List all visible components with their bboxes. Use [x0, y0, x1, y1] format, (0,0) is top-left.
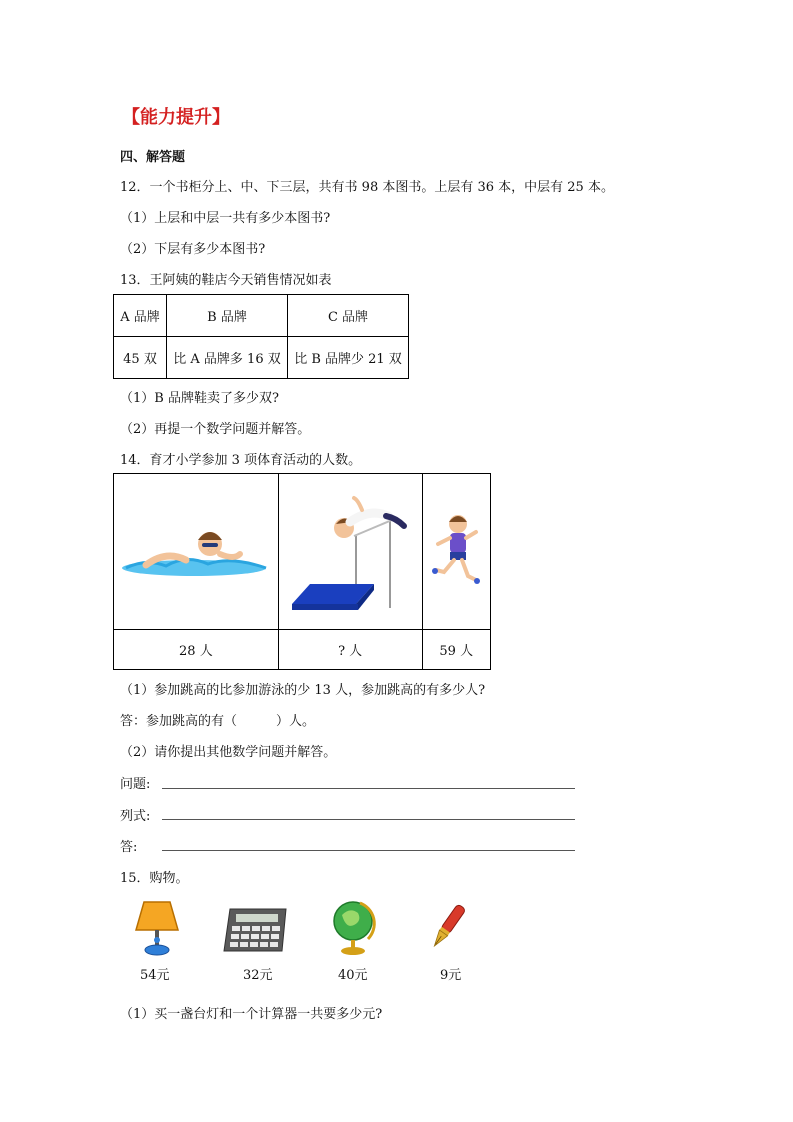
q14-sub2: （2）请你提出其他数学问题并解答。	[120, 745, 337, 760]
desk-lamp-icon	[134, 898, 180, 958]
formula-label: 列式:	[120, 809, 151, 824]
formula-answer-line[interactable]	[162, 819, 575, 820]
table-cell-b: 比 A 品牌多 16 双	[167, 337, 288, 379]
answer-label: 答:	[120, 840, 138, 855]
globe-price: 40元	[338, 968, 368, 983]
q12-sub2: （2）下层有多少本图书?	[120, 242, 266, 257]
question-label: 问题:	[120, 777, 151, 792]
swimmer-icon	[116, 510, 276, 590]
table-header-a: A 品牌	[114, 295, 167, 337]
table-header-c: C 品牌	[288, 295, 409, 337]
swimming-count: 28 人	[114, 630, 279, 670]
running-cell	[422, 474, 490, 630]
section-title: 四、解答题	[120, 150, 186, 165]
fountain-pen-icon	[425, 900, 469, 956]
q12-stem: 12．一个书柜分上、中、下三层，共有书 98 本图书。上层有 36 本，中层有 25 本。	[120, 180, 614, 195]
q13-stem: 13．王阿姨的鞋店今天销售情况如表	[120, 273, 332, 288]
running-count: 59 人	[422, 630, 490, 670]
calculator-price: 32元	[243, 968, 273, 983]
section-heading: 【能力提升】	[122, 107, 230, 128]
runner-icon	[426, 510, 486, 590]
high-jumper-icon	[280, 486, 420, 614]
q14-sports-table	[113, 473, 491, 670]
lamp-price: 54元	[140, 968, 170, 983]
q15-sub1: （1）买一盏台灯和一个计算器一共要多少元?	[120, 1007, 383, 1022]
q14-stem: 14．育才小学参加 3 项体育活动的人数。	[120, 453, 362, 468]
table-cell-a: 45 双	[114, 337, 167, 379]
question-answer-line[interactable]	[162, 788, 575, 789]
table-cell-c: 比 B 品牌少 21 双	[288, 337, 409, 379]
swimming-cell	[114, 474, 279, 630]
high-jump-cell	[278, 474, 422, 630]
table-header-b: B 品牌	[167, 295, 288, 337]
calculator-icon	[222, 905, 290, 955]
q14-sub1: （1）参加跳高的比参加游泳的少 13 人，参加跳高的有多少人?	[120, 683, 486, 698]
pen-price: 9元	[440, 968, 462, 983]
high-jump-count: ? 人	[278, 630, 422, 670]
q15-stem: 15．购物。	[120, 871, 189, 886]
globe-icon	[330, 895, 380, 959]
q13-sub1: （1）B 品牌鞋卖了多少双?	[120, 391, 279, 406]
q13-sub2: （2）再提一个数学问题并解答。	[120, 422, 311, 437]
q13-sales-table	[113, 294, 409, 379]
q14-answer1: 答：参加跳高的有（ ）人。	[120, 714, 316, 729]
q12-sub1: （1）上层和中层一共有多少本图书?	[120, 211, 331, 226]
answer-line[interactable]	[162, 850, 575, 851]
